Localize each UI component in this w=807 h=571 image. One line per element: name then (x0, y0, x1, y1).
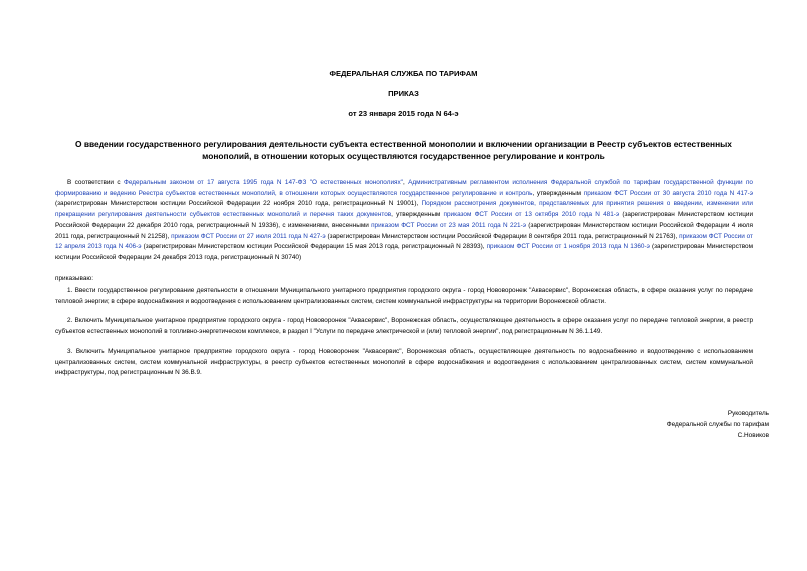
preamble-text: (зарегистрирован Министерством юстиции Российской Федерации 24 декабря 2013 года, регистрационный N 30740) (55, 243, 753, 261)
preamble-paragraph (55, 178, 753, 264)
order-item-text: 3. Включить Муниципальное унитарное предприятие городского округа - город Нововоронеж "Аквасервис", Воронежская область, осуществляющее деятельность по водоснабжению и водоотведению с использованием централизованных систем, систем коммунальной инфраструктуры, в реестр субъектов естественных монополий в сфере водоснабжения и водоотведения с использованием централизованных систем, систем коммунальной инфраструктуры, под регистрационным N 36.В.9. (55, 348, 753, 377)
preamble-text: , утвержденным (532, 189, 584, 197)
order-item-2 (55, 316, 753, 337)
link-federal-law[interactable]: Федеральным законом от 17 августа 1995 года N 147-ФЗ "О естественных монополиях" (123, 179, 403, 186)
link-admin-regulation[interactable]: Административным регламентом исполнения Федеральной службой по тарифам государственной функции по формированию и ведению Реестра субъектов естественных монополий, в отношении которых осуществляются государственное регулирование и контроль (55, 179, 753, 197)
preamble-text: (зарегистрирован Министерством юстиции Российской Федерации 8 сентября 2011 года, регистрационный N 21763), (325, 232, 680, 240)
link-order-221[interactable]: приказом ФСТ России от 23 мая 2011 года N 221-э (371, 221, 526, 229)
preamble-text: (зарегистрирован Министерством юстиции Российской Федерации 4 июля 2011 года, регистрационный N 21258), (55, 221, 753, 240)
signature-org: Федеральной службы по тарифам (666, 421, 769, 428)
link-order-481[interactable]: приказом ФСТ России от 13 октября 2010 года N 481-э (443, 211, 620, 219)
link-procedure[interactable]: Порядком рассмотрения документов, представляемых для принятия решения о введении, изменении или прекращении регулирования деятельности субъектов естественных монополий и перечня таких документов (55, 200, 753, 219)
signature-name: С.Новиков (737, 432, 769, 439)
preamble-text: , утвержденным (391, 211, 444, 219)
preamble-text: , (402, 179, 409, 186)
preamble-text: (зарегистрирован Министерством юстиции Российской Федерации 22 ноября 2010 года, регистрационный N 19001), (55, 200, 422, 208)
agency-heading: ФЕДЕРАЛЬНАЯ СЛУЖБА ПО ТАРИФАМ (329, 69, 478, 78)
link-order-1360[interactable]: приказом ФСТ России от 1 ноября 2013 года N 1360-э (486, 243, 650, 251)
date-number-heading: от 23 января 2015 года N 64-э (348, 109, 459, 118)
preamble-text: В соответствии с (67, 179, 124, 186)
signature-role: Руководитель (727, 410, 769, 417)
order-item-text: 2. Включить Муниципальное унитарное предприятие городского округа - город Нововоронеж "Аквасервис", Воронежская область, осуществляющее деятельность в сфере оказания услуг по передаче тепловой энергии, в реестр субъектов естественных монополий в топливно-энергетическом комплексе, в раздел I "Услуги по передаче электрической и (или) тепловой энергии", под регистрационным N 36.1.149. (55, 317, 753, 335)
ordered-label: приказываю: (55, 275, 93, 282)
document-title: О введении государственного регулирования деятельности субъекта естественной монополии и включении организации в Реестр субъектов естественных монополий, в отношении которых осуществляются государственное регулирование и контроль (75, 139, 732, 161)
link-order-417[interactable]: приказом ФСТ России от 30 августа 2010 года N 417-э (583, 189, 753, 197)
order-item-1 (55, 286, 753, 307)
order-item-text: 1. Ввести государственное регулирование деятельности в отношении Муниципального унитарного предприятия городского округа - город Нововоронеж "Аквасервис", Воронежская область, в сфере оказания услуг по передаче тепловой энергии; в сфере водоснабжения и водоотведения с использованием централизованных систем, систем коммунальной инфраструктуры на территории Воронежской области. (55, 287, 753, 305)
doc-type-heading: ПРИКАЗ (388, 89, 419, 98)
preamble-text: (зарегистрирован Министерством юстиции Российской Федерации 22 декабря 2010 года, регистрационный N 19336), с изменениями, внесенными (55, 211, 754, 229)
link-order-406[interactable]: приказом ФСТ России от 12 апреля 2013 года N 406-э (55, 232, 753, 251)
link-order-427[interactable]: приказом ФСТ России от 27 июля 2011 года N 427-э (171, 232, 326, 240)
order-item-3 (55, 347, 753, 379)
preamble-text: (зарегистрирован Министерством юстиции Российской Федерации 15 мая 2013 года, регистрационный N 28393), (141, 243, 487, 251)
